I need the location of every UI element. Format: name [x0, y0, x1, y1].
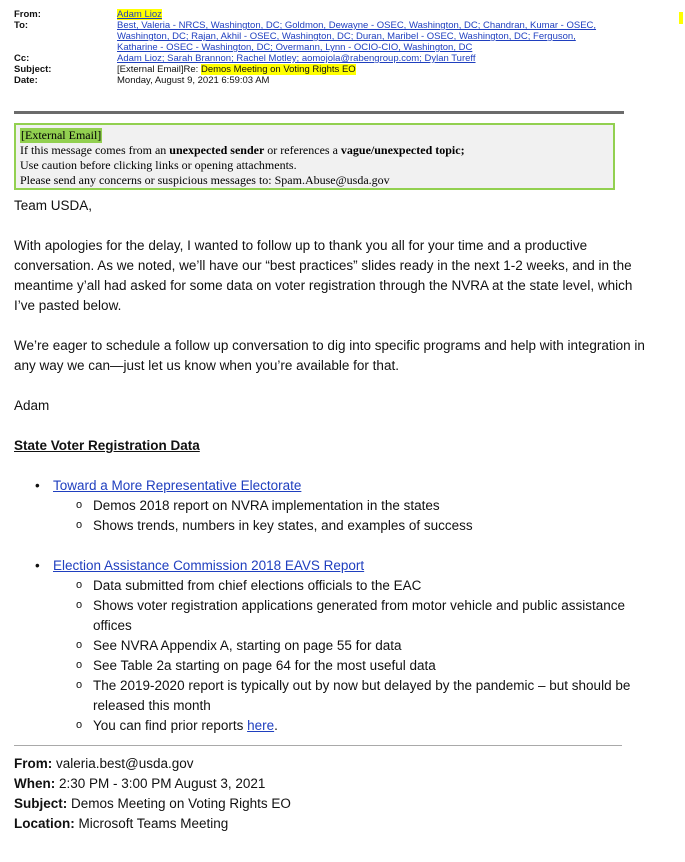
list-item: o See NVRA Appendix A, starting on page 55 for data — [53, 636, 654, 656]
greeting: Team USDA, — [14, 198, 93, 213]
highlight-marker — [679, 12, 683, 24]
banner-line-3: Please send any concerns or suspicious messages to: Spam.Abuse@usda.gov — [20, 173, 390, 187]
to-label: To: — [14, 20, 29, 31]
subject-value — [117, 64, 624, 75]
subject-label: Subject: — [14, 64, 52, 75]
quoted-meeting-info — [14, 754, 654, 834]
banner-line-1: If this message comes from an unexpected sender or references a vague/unexpected topic; — [20, 143, 465, 157]
report-list — [14, 476, 654, 536]
list-item: o Demos 2018 report on NVRA implementation in the states — [53, 496, 654, 516]
email-body — [14, 196, 654, 834]
list-item: o Data submitted from chief elections officials to the EAC — [53, 576, 654, 596]
cc-recipients[interactable]: Adam Lioz; Sarah Brannon; Rachel Motley; aomojola@rabengroup.com; Dylan Tureff — [117, 53, 476, 64]
email-header — [14, 8, 624, 86]
subject-prefix: [External Email]Re: — [117, 64, 201, 75]
paragraph-1: With apologies for the delay, I wanted to follow up to thank you all for your time and a productive conversation. As we noted, we’ll have our “best practices” slides ready in the next 1-2 weeks, and in the meantime y’all had asked for some data on voter registration through the NVRA at the state level, which I’ve pasted below. — [14, 238, 633, 313]
signoff: Adam — [14, 398, 50, 413]
quoted-divider — [14, 745, 622, 746]
subject-highlight: Demos Meeting on Voting Rights EO — [200, 64, 356, 75]
from-label: From: — [14, 9, 41, 20]
banner-line-2: Use caution before clicking links or opening attachments. — [20, 158, 297, 172]
date-label: Date: — [14, 75, 38, 86]
quoted-from-label: From: — [14, 756, 53, 771]
section-title: State Voter Registration Data — [14, 438, 200, 453]
list-item: o Shows voter registration applications generated from motor vehicle and public assistance offices — [53, 596, 654, 636]
list-item — [14, 556, 654, 736]
list-item: o See Table 2a starting on page 64 for the most useful data — [53, 656, 654, 676]
quoted-when: 2:30 PM - 3:00 PM August 3, 2021 — [55, 776, 266, 791]
quoted-subject-label: Subject: — [14, 796, 68, 811]
from-sender-link[interactable]: Adam Lioz — [117, 9, 162, 20]
header-divider — [14, 111, 624, 114]
quoted-location-label: Location: — [14, 816, 75, 831]
quoted-when-label: When: — [14, 776, 56, 791]
list-item — [14, 476, 654, 536]
to-line-2[interactable]: Washington, DC; Rajan, Akhil - OSEC, Washington, DC; Duran, Maribel - OSEC, Washington, DC; Ferguson, — [117, 31, 576, 42]
external-email-tag: [External Email] — [21, 128, 102, 142]
report-link-eavs[interactable]: Election Assistance Commission 2018 EAVS Report — [53, 558, 365, 573]
quoted-location: Microsoft Teams Meeting — [74, 816, 229, 831]
quoted-subject: Demos Meeting on Voting Rights EO — [67, 796, 291, 811]
report-link-representative-electorate[interactable]: Toward a More Representative Electorate — [53, 478, 302, 493]
report-list-2 — [14, 556, 654, 736]
date-value: Monday, August 9, 2021 6:59:03 AM — [117, 75, 270, 86]
to-line-1[interactable]: Best, Valeria - NRCS, Washington, DC; Goldmon, Dewayne - OSEC, Washington, DC; Chandran, Kumar - OSEC, — [117, 20, 597, 31]
cc-label: Cc: — [14, 53, 30, 64]
external-email-banner — [14, 123, 615, 190]
paragraph-2: We’re eager to schedule a follow up conversation to dig into specific programs and help with integration in any way we can—just let us know when you’re available for that. — [14, 338, 645, 373]
list-item: o You can find prior reports here. — [53, 716, 654, 736]
to-line-3[interactable]: Katharine - OSEC - Washington, DC; Overmann, Lynn - OCIO-CIO, Washington, DC — [117, 42, 473, 53]
list-item: o The 2019-2020 report is typically out by now but delayed by the pandemic – but should be released this month — [53, 676, 654, 716]
prior-reports-link[interactable]: here — [247, 718, 275, 733]
to-recipients[interactable] — [117, 20, 624, 53]
list-item: o Shows trends, numbers in key states, and examples of success — [53, 516, 654, 536]
quoted-from: valeria.best@usda.gov — [52, 756, 194, 771]
